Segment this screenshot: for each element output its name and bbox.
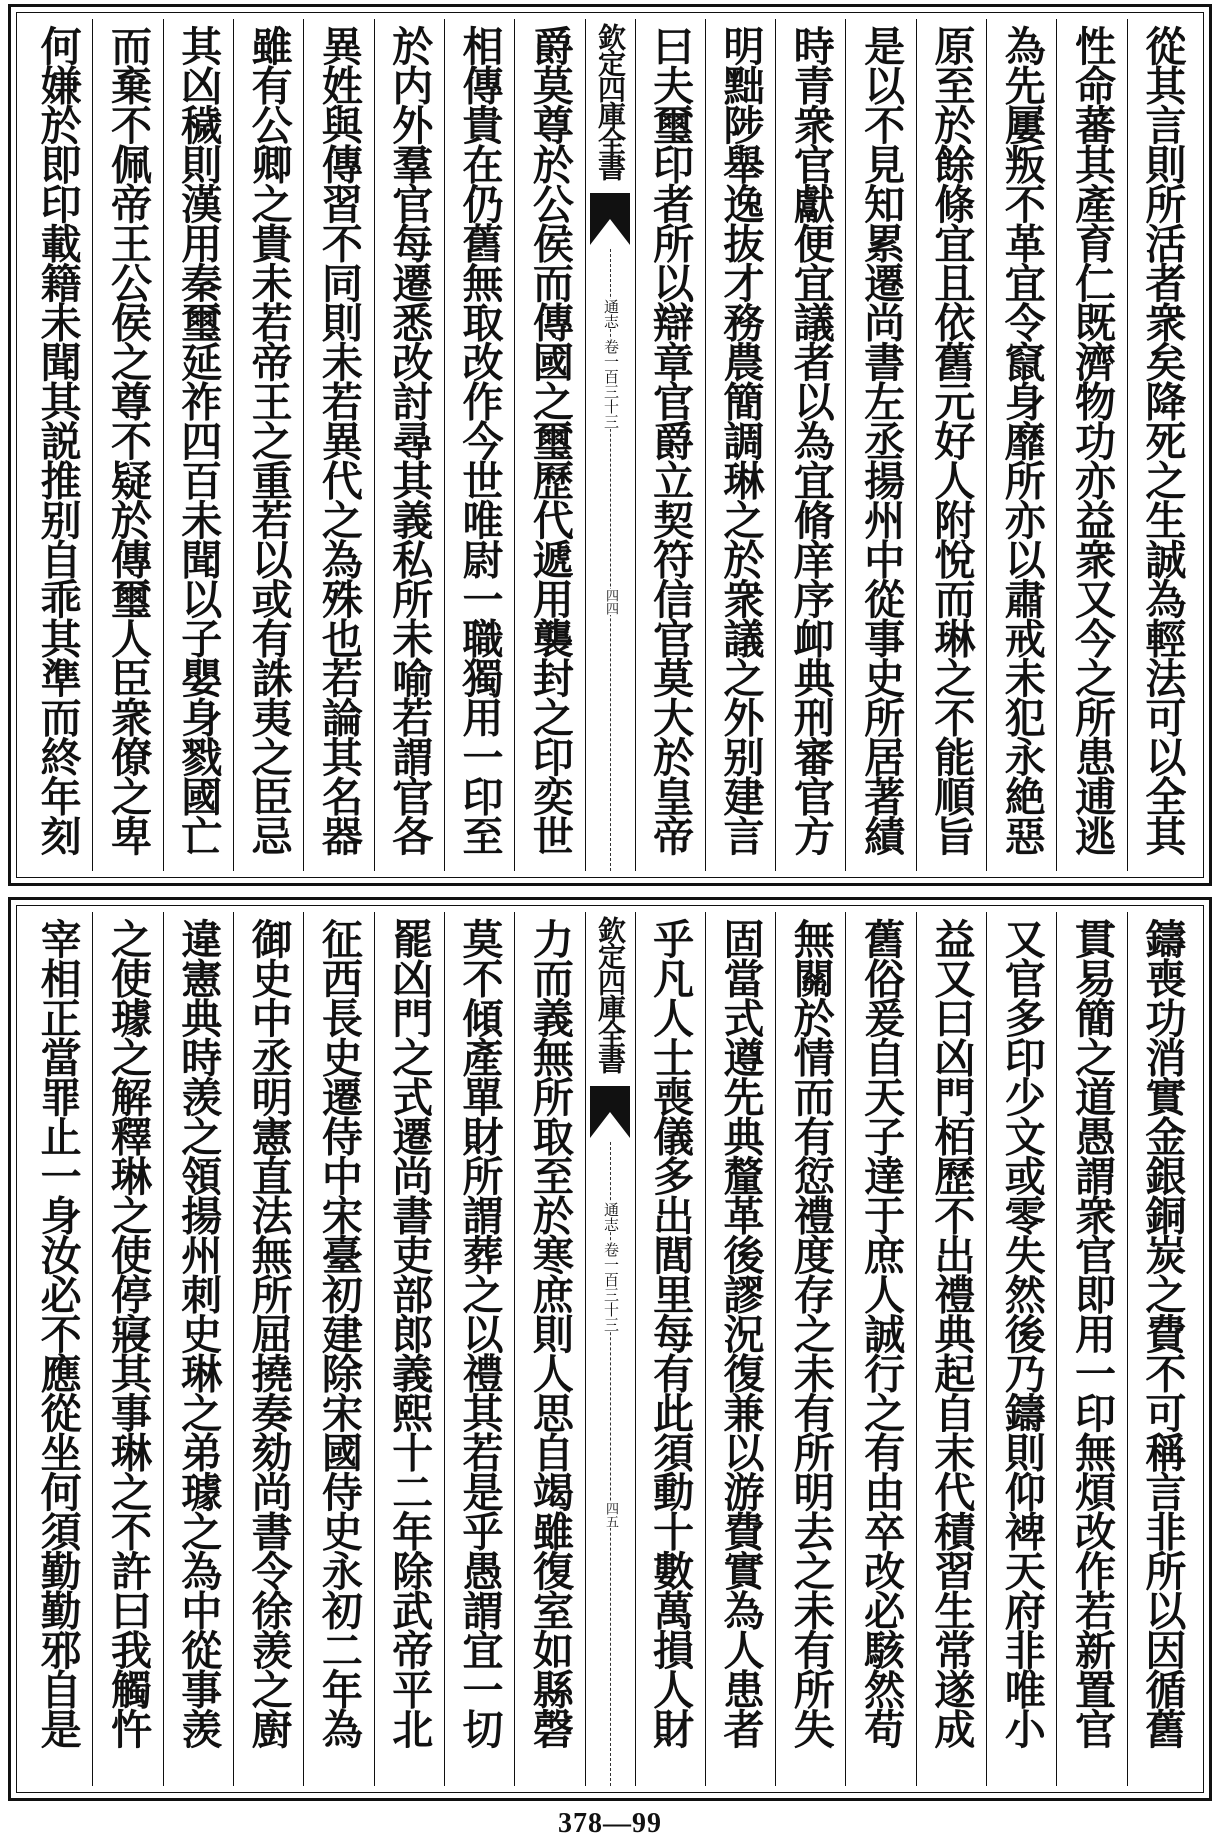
column-text: 何嫌於即印載籍未聞其説推别自乖其準而終年刻: [33, 25, 82, 855]
text-column: [233, 19, 303, 871]
column-text: 力而義無所取至於寒庶則人思自竭雖復室如縣磬: [525, 918, 574, 1748]
top-page: [8, 4, 1212, 886]
volume-label: 卷一百三十三: [602, 1242, 620, 1332]
text-column: [916, 912, 986, 1786]
text-column: [23, 912, 92, 1786]
column-text: 又官多印少文或零失然後乃鑄則仰裨天府非唯小: [997, 918, 1046, 1748]
column-text: 相傳貴在仍舊無取改作今世唯尉一職獨用一印至: [455, 25, 504, 855]
text-column: [374, 912, 444, 1786]
collection-title: 欽定四庫全書: [594, 916, 627, 1072]
column-text: 之使璩之解釋琳之使停寢其事琳之不許曰我觸忤: [103, 918, 152, 1748]
column-text: 其凶穢則漢用秦璽延祚四百未聞以子嬰身戮國亡: [174, 25, 223, 855]
column-text: 為先屢叛不革宜令竄身靡所亦以肅戒未犯永絶惡: [997, 25, 1046, 855]
bottom-page-columns: [23, 912, 1197, 1786]
column-text: 貫易簡之道愚謂衆官即用一印無煩改作若新置官: [1068, 918, 1117, 1748]
column-text: 曰夫璽印者所以辯章官爵立契符信官莫大於皇帝: [646, 25, 695, 855]
fish-tail-mark-icon: [588, 189, 632, 249]
center-dashed-line: [602, 1142, 620, 1786]
text-column: [163, 912, 233, 1786]
column-text: 雖有公卿之貴未若帝王之重若以或有誅夷之臣忌: [244, 25, 293, 855]
collection-title: 欽定四庫全書: [594, 23, 627, 179]
text-column: [514, 19, 584, 871]
text-column: [916, 19, 986, 871]
column-text: 罷凶門之式遷尚書吏部郎義熙十二年除武帝平北: [385, 918, 434, 1748]
column-text: 於内外羣官每遷悉改討尋其義私所未喻若謂官各: [385, 25, 434, 855]
column-text: 從其言則所活者衆矣降死之生誠為輕法可以全其: [1138, 25, 1187, 855]
text-column: [303, 912, 373, 1786]
column-text: 時青衆官獻便宜議者以為宜脩庠序卹典刑審官方: [786, 25, 835, 855]
column-text: 征西長史遷侍中宋臺初建除宋國侍史永初二年為: [314, 918, 363, 1748]
text-column: [705, 19, 775, 871]
text-column: [986, 19, 1056, 871]
text-column: [775, 19, 845, 871]
column-text: 無關於情而有愆禮度存之未有所明去之未有所失: [786, 918, 835, 1748]
column-text: 舊俗爰自天子達于庶人誠行之有由卒改必駭然苟: [857, 918, 906, 1748]
page-number: 378—99: [558, 1808, 662, 1839]
text-column: [845, 19, 915, 871]
column-text: 固當式遵先典釐革後謬況復兼以游費實為人患者: [716, 918, 765, 1748]
text-column: [1056, 19, 1126, 871]
column-text: 莫不傾產單財所謂葬之以禮其若是乎愚謂宜一切: [455, 918, 504, 1748]
book-title: 通志: [602, 299, 620, 329]
text-column: [705, 912, 775, 1786]
column-text: 違憲典時羡之領揚州刺史琳之弟璩之為中從事羡: [174, 918, 223, 1748]
column-text: 益又曰凶門栢歷不出禮典起自末代積習生常遂成: [927, 918, 976, 1748]
text-column: [775, 912, 845, 1786]
column-text: 性命蕃其產育仁既濟物功亦益衆又今之所患逋逃: [1068, 25, 1117, 855]
folio-number: 四五: [603, 1502, 618, 1528]
column-text: 鑄喪功消實金銀銅炭之費不可稱言非所以因循舊: [1138, 918, 1187, 1748]
text-column: [845, 912, 915, 1786]
column-text: 宰相正當罪止一身汝必不應從坐何須勤勤邪自是: [33, 918, 82, 1748]
text-column: [444, 912, 514, 1786]
column-text: 而棄不佩帝王公侯之尊不疑於傳璽人臣衆僚之卑: [103, 25, 152, 855]
text-column: [514, 912, 584, 1786]
center-fold: [585, 912, 635, 1786]
column-text: 乎凡人士喪儀多出閭里每有此須動十數萬損人財: [646, 918, 695, 1748]
center-fold: [585, 19, 635, 871]
folio-number: 四四: [603, 589, 618, 615]
bottom-page: [8, 897, 1212, 1801]
text-column: [23, 19, 92, 871]
text-column: [163, 19, 233, 871]
text-column: [1127, 19, 1197, 871]
text-column: [92, 19, 162, 871]
text-column: [374, 19, 444, 871]
column-text: 御史中丞明憲直法無所屈撓奏劾尚書令徐羡之廚: [244, 918, 293, 1748]
volume-label: 卷一百三十三: [602, 339, 620, 429]
text-column: [1127, 912, 1197, 1786]
center-dashed-line: [602, 249, 620, 871]
fish-tail-mark-icon: [588, 1082, 632, 1142]
top-page-columns: [23, 19, 1197, 871]
text-column: [1056, 912, 1126, 1786]
text-column: [303, 19, 373, 871]
column-text: 原至於餘條宜且依舊元好人附悅而琳之不能順旨: [927, 25, 976, 855]
text-column: [444, 19, 514, 871]
text-column: [233, 912, 303, 1786]
text-column: [635, 19, 705, 871]
column-text: 爵莫尊於公侯而傳國之璽歷代遞用襲封之印奕世: [525, 25, 574, 855]
column-text: 異姓與傳習不同則未若異代之為殊也若論其名器: [314, 25, 363, 855]
text-column: [92, 912, 162, 1786]
text-column: [986, 912, 1056, 1786]
text-column: [635, 912, 705, 1786]
column-text: 是以不見知累遷尚書左丞揚州中從事史所居著績: [857, 25, 906, 855]
column-text: 明黜陟舉逸抜才務農簡調琳之於衆議之外别建言: [716, 25, 765, 855]
book-title: 通志: [602, 1202, 620, 1232]
